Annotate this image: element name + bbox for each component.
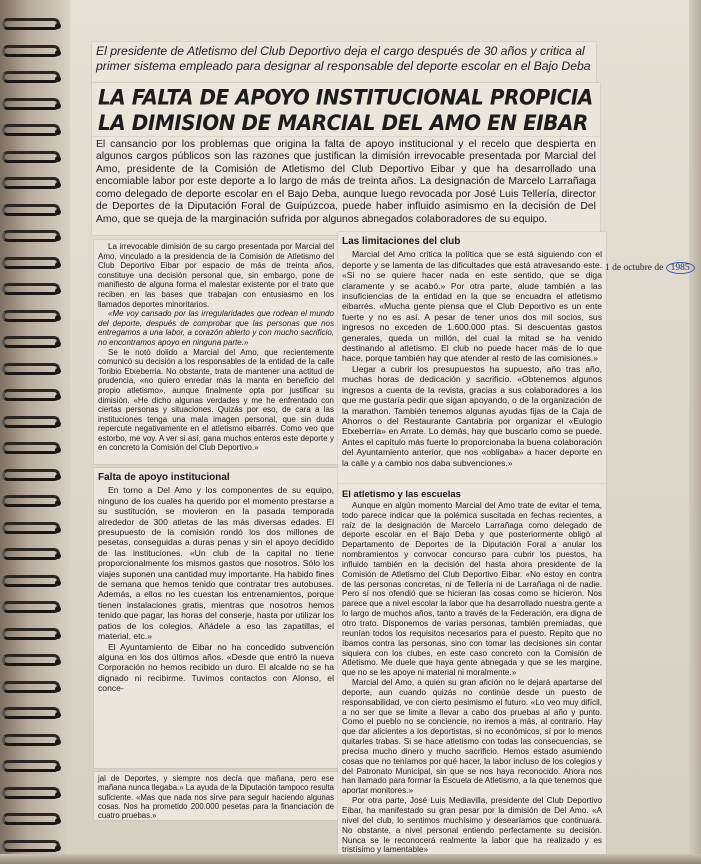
binder-ring <box>2 734 60 746</box>
binder-ring <box>2 707 60 719</box>
paragraph: Por otra parte, José Luis Mediavilla, presidente del Club Deportivo Eibar, ha manifestado su gran pesar por la dimisión de Del Amo. «A nivel del club, lo sentimos muchísimo y desearíamos que continuara. No obstante, a nivel personal entiendo perfectamente su decisión. Nunca se le reconocerá realmente la labor que ha realizado y es tristísimo y lamentable» <box>342 796 602 855</box>
binder-ring <box>2 124 60 136</box>
column-2-top <box>338 232 606 484</box>
binder-ring <box>2 442 60 454</box>
paragraph: La irrevocable dimisión de su cargo presentada por Marcial del Amo, vinculado a la presidencia de la Comisión de Atletismo del Club Deportivo Eibar por espacio de más de treinta años, constituye una decisión personal que, sin embargo, pone de manifiesto de alguna forma el malestar existente por el trato que reciben en las bases que trabajan con entusiasmo en los llamados deportes minoritarios. <box>98 242 334 309</box>
column-1-top <box>94 240 338 464</box>
binder-ring <box>2 813 60 825</box>
article-lead: El cansancio por los problemas que origina la falta de apoyo institucional y el recelo que despierta en algunos cargos públicos son las razones que justifican la dimisión irrevocable presentada por Marcial del Amo, presidente de la Comisión de Atletismo del Club Deportivo Eibar y que ha desarrollado una encomiable labor por este deporte a lo largo de más de treinta años. La designación de Marcelo Larrañaga como delegado de deporte escolar en el Bajo Deba, aunque luego revocada por José Luis Tellería, director de Deportes de la Diputación Foral de Guipúzcoa, puede haber influido asimismo en la decisión de Del Amo, que se queja de la marginación sufrida por algunos abnegados colaboradores de su equipo. <box>92 137 600 235</box>
paragraph: En torno a Del Amo y los componentes de su equipo, ninguno de los cuales ha querido por el momento prestarse a su sustitución, se movieron en la pasada temporada alrededor de 300 atletas de las más diversas edades. El presupuesto de la comisión rondó los dos millones de pesetas, conseguidas a duras penas y sin el apoyo decidido de las instituciones. «Un club de la capital no tiene proporcionalmente los mismos gastos que nosotros. Sólo los viajes suponen una cantidad muy importante. Ha habido fines de semana que hemos tenido que contratar tres autobuses. Además, a ellos no les cuestan los entrenamientos, porque tienen instalaciones gratis, mientras que nosotros hemos tenido que pagar, las horas del conserje, hasta por utilizar los patios de los colegios. Añádele a eso las zapatillas, el material, etc.» <box>98 485 334 642</box>
binder-ring <box>2 18 60 30</box>
binder-ring <box>2 601 60 613</box>
paragraph: jal de Deportes, y siempre nos decía que mañana, pero ese mañana nunca llegaba.» La ayuda de la Diputación tampoco resulta suficiente. «Mas que nada nos sirve para seguir haciendo algunas cosas. Nos ha prometido 200.000 pesetas para la financiación de cuatro pruebas.» <box>98 774 334 820</box>
paragraph: El Ayuntamiento de Eibar no ha concedido subvención alguna en los dos últimos años. «Desde que entró la nueva Corporación no hemos recibido un duro. El alcalde no se ha dignado ni recibirme. Tuvimos contactos con Alonso, el conce- <box>98 641 334 694</box>
binder-ring <box>2 177 60 189</box>
binder-ring <box>2 257 60 269</box>
column-2-bottom <box>338 484 606 858</box>
binder-ring <box>2 98 60 110</box>
binder-ring <box>2 336 60 348</box>
binder-ring <box>2 230 60 242</box>
paragraph: Marcial del Amo critica la política que se está siguiendo con el deporte y se lamenta de las dificultades que está atravesando este. «Si no se quiere hacer nada en este sentido, que se diga claramente y se acabó.» Por otra parte, alude también a las insuficiencias de la entidad en la que se encuadra el atletismo eibarrés. «Mucha gente piensa que el Club Deportivo es un ente fuerte y no es así. A pesar de tener unos dos mil socios, sus ingresos no exceden de 1.600.000 ptas. Si descuentas gastos generales, queda un millón, del cual la mitad se ha venido destinando al atletismo. El club no puede hacer más de lo que hace, porque también hay que atender al resto de las comisiones.» <box>342 249 602 364</box>
handwritten-date <box>605 262 695 274</box>
paragraph: Aunque en algún momento Marcial del Amo trate de evitar el tema, todo parece indicar que la polémica suscitada en fechas recientes, a raíz de la designación de Marcelo Larrañaga como delegado de deporte escolar en el Bajo Deba y que posteriormente obligó al Departamento de Deportes de la Diputación Foral a anular los nombramientos y convocar concurso para cubrir los puestos, ha influido también en la decisión del hasta ahora presidente de la Comisión de Atletismo del Club Deportivo Eibar. «No estoy en contra de las personas concretas, ni de Tellería ni de Larrañaga ni de nadie. Pero sí nos ofendió que se hicieran las cosas como se hicieron. Nos parece que a nivel escolar la labor que ha desarrollado nuestra gente a lo largo de muchos años, tanto a través de la Federación, era digna de otro trato. Disponemos de varias personas, también premiadas, que reunían todos los requisitos necesarios para el puesto. Repito que no íbamos contra las personas, sino con tomar las decisiones sin contar siquiera con los clubes, en este caso concreto con la Comisión de Atletismo. Me duele que haya gente abnegada y que se les margine, que no se les apoye ni material ni moralmente.» <box>342 500 602 678</box>
binder-ring <box>2 575 60 587</box>
binder-ring <box>2 522 60 534</box>
binder-ring <box>2 681 60 693</box>
column-1-bottom <box>94 772 338 820</box>
binder-ring <box>2 654 60 666</box>
article-headline <box>92 83 600 138</box>
headline-line-2: LA DIMISION DE MARCIAL DEL AMO EN EIBAR <box>98 110 588 136</box>
binder-ring <box>2 283 60 295</box>
subheading: Las limitaciones del club <box>342 236 461 247</box>
binder-ring <box>2 495 60 507</box>
column-1-middle <box>94 468 338 768</box>
binder-ring <box>2 628 60 640</box>
subheading: Falta de apoyo institucional <box>98 472 230 483</box>
binder-ring <box>2 469 60 481</box>
page-edge <box>689 0 701 864</box>
circled-year: 1985 <box>666 262 695 274</box>
subheading: El atletismo y las escuelas <box>342 488 461 499</box>
binder-ring <box>2 204 60 216</box>
binder-ring <box>2 310 60 322</box>
headline-line-1: LA FALTA DE APOYO INSTITUCIONAL PROPICIA <box>98 85 593 110</box>
binder-ring <box>2 71 60 83</box>
date-prefix: 1 de octubre de <box>605 263 664 273</box>
paragraph: Marcial del Amo, a quien su gran afición no le dejará apartarse del deporte, aun cuando quizás no continúe desde un puesto de responsabilidad, ve con cierto pesimismo el futuro. «Lo veo muy difícil, a no ser que se limite a llevar a cabo dos pruebas al año y punto. Como el pueblo no se conciencie, no iremos a más, al contrario. Hay que dar alicientes a los deportistas, si no económicos, sí por lo menos quitarles trabas. Si se hace atletismo con todas las consecuencias, se precisa mucho dinero y mucho sacrificio. Hemos estado asumiendo cosas que no teníamos por qué hacer, la labor incluso de los colegios y del Patronato Municipal, sin que se nos haya reconocido. Ahora nos han llamado para formar la Escuela de Atletismo, a la que tenemos que aportar monitores.» <box>342 678 602 796</box>
binder-ring <box>2 760 60 772</box>
binder-ring <box>2 151 60 163</box>
binder-ring <box>2 45 60 57</box>
binder-ring <box>2 363 60 375</box>
paragraph: «Me voy cansado por las irregularidades que rodean el mundo del deporte, después de comprobar que las personas que nos entregamos a una labor, a corazón abierto y con mucho sacrificio, no encontramos apoyo en ninguna parte.» <box>98 309 334 347</box>
binder-ring <box>2 840 60 852</box>
binder-ring <box>2 787 60 799</box>
article-deck: El presidente de Atletismo del Club Deportivo deja el cargo después de 30 años y critica al primer sistema empleado para designar al responsable del deporte escolar en el Bajo Deba <box>92 42 596 84</box>
paragraph: Llegar a cubrir los presupuestos ha supuesto, año tras año, muchas horas de dedicación y sacrificio. «Obtenemos algunos ingresos a cuenta de la revista, gracias a sus colaboradores a los que me gustaría pedir que sigan apoyando, o de la organización de la marathon. También tenemos algunas ayudas fijas de la Caja de Ahorros o del Restaurante Cantabria por organizar el «Eulogio Etxeberria» en Arrate. Lo demás, hay que buscarlo como se puede. Antes el capítulo más fuerte lo proporcionaba la buena colaboración del Ayuntamiento anterior, que nos «obligaba» a hacer deporte en la calle y a cambio nos daba subvenciones.» <box>342 363 602 468</box>
page-bottom-edge <box>0 854 701 864</box>
binder-ring <box>2 416 60 428</box>
paragraph: Se le notó dolido a Marcial del Amo, que recientemente comunicó su decisión a los responsables de la entidad de la calle Toribio Etxeberria. No obstante, trata de mantener una actitud de prudencia, «no quiero enredar más la manta en beneficio del propio atletismo», aunque finalmente opta por justificar su dimisión. «He dicho algunas verdades y me he enfrentado con ciertas personas y situaciones. Quizás por eso, de cara a las instituciones tenga una mala imagen personal, que sin duda repercute negativamente en el atletismo eibarrés. Como veo que estorbo, me voy. A ver si así, gana muchos enteros este deporte y en concreto la Comisión del Club Deportivo.» <box>98 347 334 453</box>
binder-ring <box>2 548 60 560</box>
binder-ring <box>2 389 60 401</box>
spiral-binding <box>0 0 70 864</box>
